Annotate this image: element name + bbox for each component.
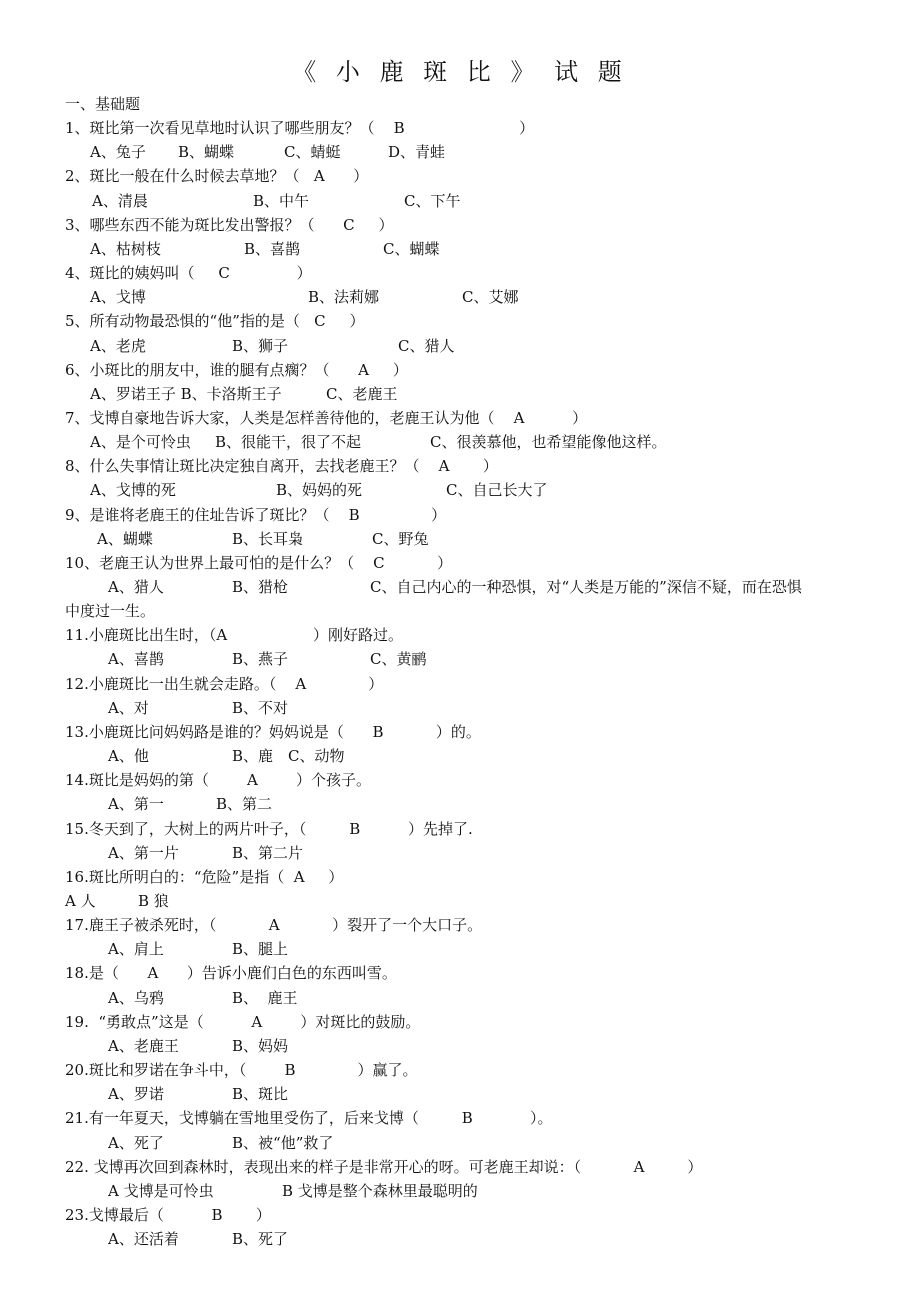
option-text: C、下午 (404, 191, 461, 210)
option-text: A、乌鸦 (108, 988, 164, 1007)
option-text: B、第二 (216, 795, 273, 814)
option-text: A、喜鹊 (108, 650, 164, 669)
question-text: 17.鹿王子被杀死时，（ A ）裂开了一个大口子。 (65, 916, 483, 935)
option-text: B、腿上 (232, 940, 289, 959)
question-text: 18.是（ A ）告诉小鹿们白色的东西叫雪。 (65, 964, 397, 983)
option-text: B、法莉娜 (308, 288, 380, 307)
option-text: C、老鹿王 (326, 384, 398, 403)
question-text: 16.斑比所明白的：“危险”是指（ A ） (65, 867, 344, 886)
option-text: B、第二片 (232, 843, 304, 862)
option-text: A、第一片 (108, 843, 179, 862)
question-text: 21.有一年夏天，戈博躺在雪地里受伤了，后来戈博（ B ）。 (65, 1109, 553, 1128)
question-text: 11.小鹿斑比出生时，（A ）刚好路过。 (65, 626, 404, 645)
section-heading-text: 一、基础题 (65, 95, 141, 113)
option-text: A、戈博 (90, 288, 146, 307)
option-text: B、燕子 (232, 650, 289, 669)
option-text: B、 鹿王 (232, 988, 298, 1007)
option-text: C、自己内心的一种恐惧，对“人类是万能的”深信不疑，而在恐惧 (370, 578, 802, 596)
option-text: A、老鹿王 (108, 1036, 179, 1055)
option-text: C、艾娜 (462, 288, 519, 307)
option-text: B、中午 (253, 191, 310, 210)
option-text: B、猎枪 (232, 578, 289, 596)
question-text: 7、戈博自豪地告诉大家，人类是怎样善待他的，老鹿王认为他（ A ） (65, 408, 588, 427)
option-text: C、蜻蜓 (284, 143, 341, 162)
option-text: C、野兔 (372, 529, 429, 548)
option-text: B、喜鹊 (244, 239, 301, 258)
question-text: 8、什么失事情让斑比决定独自离开，去找老鹿王？（ A ） (65, 457, 498, 476)
option-text: C、动物 (288, 747, 345, 765)
option-text: A、是个可怜虫 (90, 433, 191, 452)
question-text: 中度过一生。 (65, 602, 156, 621)
option-text: C、猎人 (398, 336, 455, 355)
question-text: 12.小鹿斑比一出生就会走路。（ A ） (65, 674, 384, 693)
question-text: 22. 戈博再次回到森林时，表现出来的样子是非常开心的呀。可老鹿王却说：（ A ） (65, 1157, 703, 1176)
option-text: A、罗诺 (108, 1085, 164, 1104)
question-text: 5、所有动物最恐惧的“他”指的是（ C ） (65, 312, 365, 331)
question-text: 14.斑比是妈妈的第（ A ）个孩子。 (65, 771, 371, 790)
question-text: 3、哪些东西不能为斑比发出警报？（ C ） (65, 215, 394, 234)
option-text: A、蝴蝶 (97, 529, 153, 548)
option-text: B、不对 (232, 698, 289, 717)
option-text: A、他 (108, 747, 149, 765)
question-text: 1、斑比第一次看见草地时认识了哪些朋友？（ B ） (65, 119, 535, 138)
question-text: 20.斑比和罗诺在争斗中，（ B ）赢了。 (65, 1061, 418, 1079)
option-text: B、很能干，很了不起 (215, 433, 362, 452)
option-text: A、兔子 (90, 143, 146, 162)
option-text: B、鹿 (232, 747, 274, 765)
option-text: B、长耳枭 (232, 529, 304, 548)
option-text: C、自己长大了 (446, 481, 548, 500)
option-text: C、很羡慕他，也希望能像他这样。 (430, 433, 667, 452)
option-text: B、狮子 (232, 336, 289, 355)
option-text: A、死了 (108, 1133, 164, 1152)
option-text: A 人 (65, 891, 96, 910)
option-text: B、死了 (232, 1230, 289, 1248)
option-text: A、对 (108, 698, 149, 717)
option-text: A、第一 (108, 795, 164, 814)
option-text: B、蝴蝶 (178, 143, 235, 162)
option-text: A、罗诺王子 B、卡洛斯王子 (90, 384, 282, 403)
option-text: A、肩上 (108, 940, 164, 959)
question-text: 19. “勇敢点”这是（ A ）对斑比的鼓励。 (65, 1012, 421, 1031)
option-text: B、斑比 (232, 1085, 289, 1104)
page-title: 《 小 鹿 斑 比 》 试 题 (292, 58, 628, 86)
option-text: A、猎人 (108, 578, 164, 596)
option-text: B 狼 (138, 891, 169, 910)
question-text: 10、老鹿王认为世界上最可怕的是什么？（ C ） (65, 553, 453, 572)
option-text: D、青蛙 (388, 143, 446, 162)
question-text: 4、斑比的姨妈叫（ C ） (65, 264, 312, 282)
option-text: C、黄鹂 (370, 650, 427, 669)
option-text: A、枯树枝 (90, 239, 161, 258)
option-text: B、被“他”救了 (232, 1133, 334, 1152)
question-text: 23.戈博最后（ B ） (65, 1205, 271, 1224)
question-text: 2、斑比一般在什么时候去草地？（ A ） (65, 167, 369, 186)
question-text: 6、小斑比的朋友中，谁的腿有点瘸？（ A ） (65, 360, 408, 379)
option-text: B 戈博是整个森林里最聪明的 (282, 1181, 478, 1200)
option-text: A、老虎 (90, 336, 146, 355)
question-text: 9、是谁将老鹿王的住址告诉了斑比？（ B ） (65, 505, 447, 524)
option-text: A、戈博的死 (90, 481, 176, 500)
option-text: B、妈妈 (232, 1036, 289, 1055)
option-text: B、妈妈的死 (276, 481, 363, 500)
option-text: A 戈博是可怜虫 (108, 1181, 214, 1200)
question-text: 15.冬天到了，大树上的两片叶子，（ B ）先掉了. (65, 819, 473, 838)
option-text: C、蝴蝶 (383, 239, 440, 258)
question-text: 13.小鹿斑比问妈妈路是谁的？妈妈说是（ B ）的。 (65, 722, 481, 741)
option-text: A、还活着 (108, 1230, 179, 1248)
option-text: A、清晨 (92, 191, 148, 210)
